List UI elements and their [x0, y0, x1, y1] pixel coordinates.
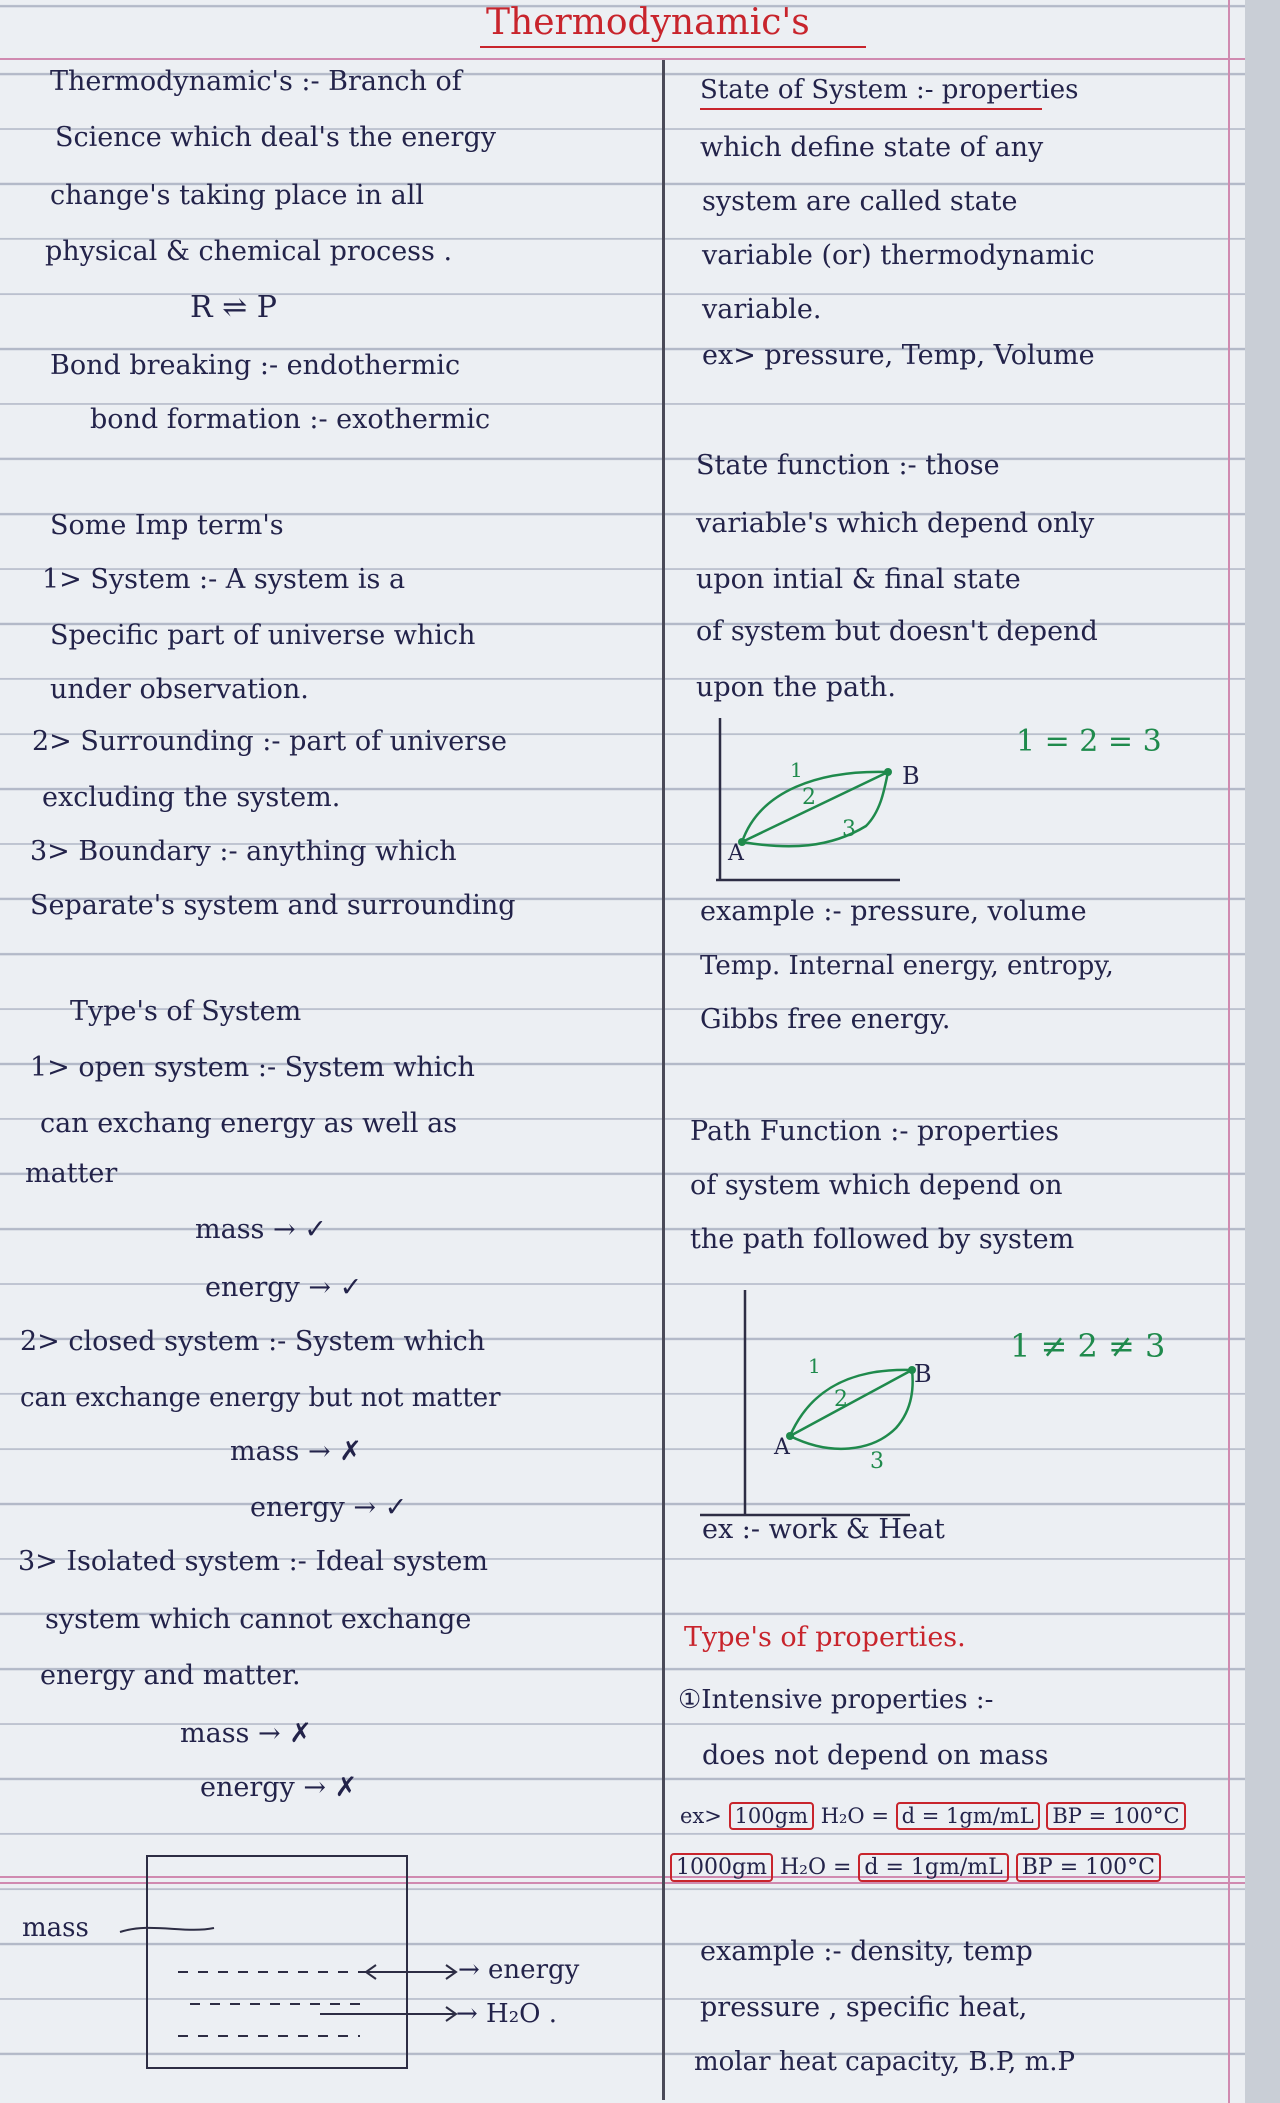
closed-system-line-1: 2> closed system :- System which — [20, 1326, 486, 1357]
state-of-system-line-3: system are called state — [702, 186, 1018, 217]
bond-formation: bond formation :- exothermic — [90, 404, 491, 435]
state-function-example-3: Gibbs free energy. — [700, 1004, 951, 1035]
reaction: R ⇌ P — [190, 290, 277, 325]
term-line-5: excluding the system. — [42, 782, 341, 813]
state-function-example-2: Temp. Internal energy, entropy, — [700, 951, 1114, 981]
state-of-system-example: ex> pressure, Temp, Volume — [702, 340, 1095, 371]
graph1-path-1: 1 — [790, 758, 803, 782]
graph2-label-b: B — [914, 1360, 932, 1388]
state-of-system-line-5: variable. — [702, 294, 822, 325]
example-1-bp-box: BP = 100°C — [1046, 1802, 1185, 1830]
intensive-example-3: molar heat capacity, B.P, m.P — [694, 2047, 1075, 2077]
state-function-line-5: upon the path. — [696, 672, 896, 703]
example-2-substance: H₂O = — [779, 1855, 852, 1880]
term-line-6: 3> Boundary :- anything which — [30, 836, 457, 867]
isolated-energy-mark: energy → ✗ — [200, 1772, 358, 1803]
graph2-path-2: 2 — [834, 1387, 848, 1412]
intensive-description: does not depend on mass — [702, 1740, 1049, 1771]
path-function-example: ex :- work & Heat — [702, 1514, 945, 1545]
example-2-density-box: d = 1gm/mL — [858, 1853, 1008, 1882]
properties-heading: Type's of properties. — [684, 1622, 966, 1653]
definition-line-2: Science which deal's the energy — [55, 122, 496, 153]
path-function-line-1: Path Function :- properties — [690, 1116, 1059, 1147]
diagram-energy-label: → energy — [458, 1955, 580, 1985]
definition-line-3: change's taking place in all — [50, 180, 424, 211]
graph2-label-a: A — [774, 1435, 790, 1460]
isolated-mass-mark: mass → ✗ — [180, 1718, 312, 1749]
state-function-line-2: variable's which depend only — [696, 508, 1095, 539]
intensive-example-2: pressure , specific heat, — [700, 1992, 1028, 2023]
graph2-path-3: 3 — [870, 1449, 884, 1474]
graph1-path-3: 3 — [842, 817, 856, 842]
term-line-2: Specific part of universe which — [50, 620, 476, 651]
state-function-example-1: example :- pressure, volume — [700, 896, 1087, 927]
column-divider — [662, 60, 665, 2100]
title-underline — [480, 46, 866, 48]
state-of-system-line-1: State of System :- properties — [700, 75, 1079, 105]
top-margin-line — [0, 58, 1245, 60]
state-of-system-line-2: which define state of any — [700, 132, 1044, 163]
intensive-example-1: example :- density, temp — [700, 1936, 1033, 1967]
path-function-line-2: of system which depend on — [690, 1170, 1063, 1201]
graph1-path-2: 2 — [802, 785, 816, 810]
graph1-label-a: A — [728, 841, 744, 866]
state-function-line-4: of system but doesn't depend — [696, 616, 1098, 647]
term-line-7: Separate's system and surrounding — [30, 890, 516, 921]
page-edge — [1245, 0, 1280, 2103]
definition-line-4: physical & chemical process . — [45, 236, 453, 267]
graph2-equation: 1 ≠ 2 ≠ 3 — [1010, 1327, 1166, 1365]
example-2-mass-box: 1000gm — [670, 1853, 773, 1882]
open-energy-mark: energy → ✓ — [205, 1272, 363, 1303]
imp-terms-heading: Some Imp term's — [50, 510, 284, 541]
path-function-graph — [0, 0, 1, 1]
example-row-1 — [680, 1800, 1186, 1832]
state-of-system-underline — [700, 108, 1042, 110]
page-title: Thermodynamic's — [486, 2, 810, 43]
term-line-4: 2> Surrounding :- part of universe — [32, 726, 508, 757]
example-prefix: ex> — [680, 1804, 722, 1828]
definition-line-1: Thermodynamic's :- Branch of — [50, 66, 462, 97]
open-system-line-3: matter — [25, 1158, 118, 1189]
state-function-line-3: upon intial & final state — [696, 564, 1021, 595]
example-1-mass-box: 100gm — [729, 1802, 814, 1830]
diagram-mass-label: mass — [22, 1913, 89, 1943]
closed-system-line-2: can exchange energy but not matter — [20, 1383, 501, 1413]
diagram-water-label: → H₂O . — [456, 1999, 557, 2029]
right-margin-line — [1228, 0, 1230, 2103]
types-heading: Type's of System — [70, 996, 302, 1027]
intensive-heading: ①Intensive properties :- — [678, 1685, 994, 1715]
graph2-path-1: 1 — [808, 1354, 821, 1378]
bond-breaking: Bond breaking :- endothermic — [50, 350, 461, 381]
isolated-system-line-1: 3> Isolated system :- Ideal system — [18, 1546, 489, 1577]
isolated-system-line-3: energy and matter. — [40, 1660, 301, 1691]
term-line-3: under observation. — [50, 674, 309, 705]
closed-energy-mark: energy → ✓ — [250, 1492, 408, 1523]
open-mass-mark: mass → ✓ — [195, 1214, 327, 1245]
state-function-line-1: State function :- those — [696, 450, 1000, 481]
graph1-label-b: B — [902, 762, 920, 790]
state-of-system-line-4: variable (or) thermodynamic — [702, 240, 1095, 271]
example-1-density-box: d = 1gm/mL — [896, 1802, 1040, 1830]
example-2-bp-box: BP = 100°C — [1016, 1853, 1161, 1882]
term-line-1: 1> System :- A system is a — [42, 564, 406, 595]
open-system-line-2: can exchang energy as well as — [40, 1108, 458, 1139]
graph1-equation: 1 = 2 = 3 — [1016, 724, 1162, 759]
path-function-line-3: the path followed by system — [690, 1224, 1075, 1255]
example-row-2 — [670, 1852, 1161, 1884]
open-system-line-1: 1> open system :- System which — [30, 1052, 475, 1083]
closed-mass-mark: mass → ✗ — [230, 1436, 362, 1467]
example-1-substance: H₂O = — [820, 1804, 889, 1828]
isolated-system-line-2: system which cannot exchange — [45, 1604, 472, 1635]
